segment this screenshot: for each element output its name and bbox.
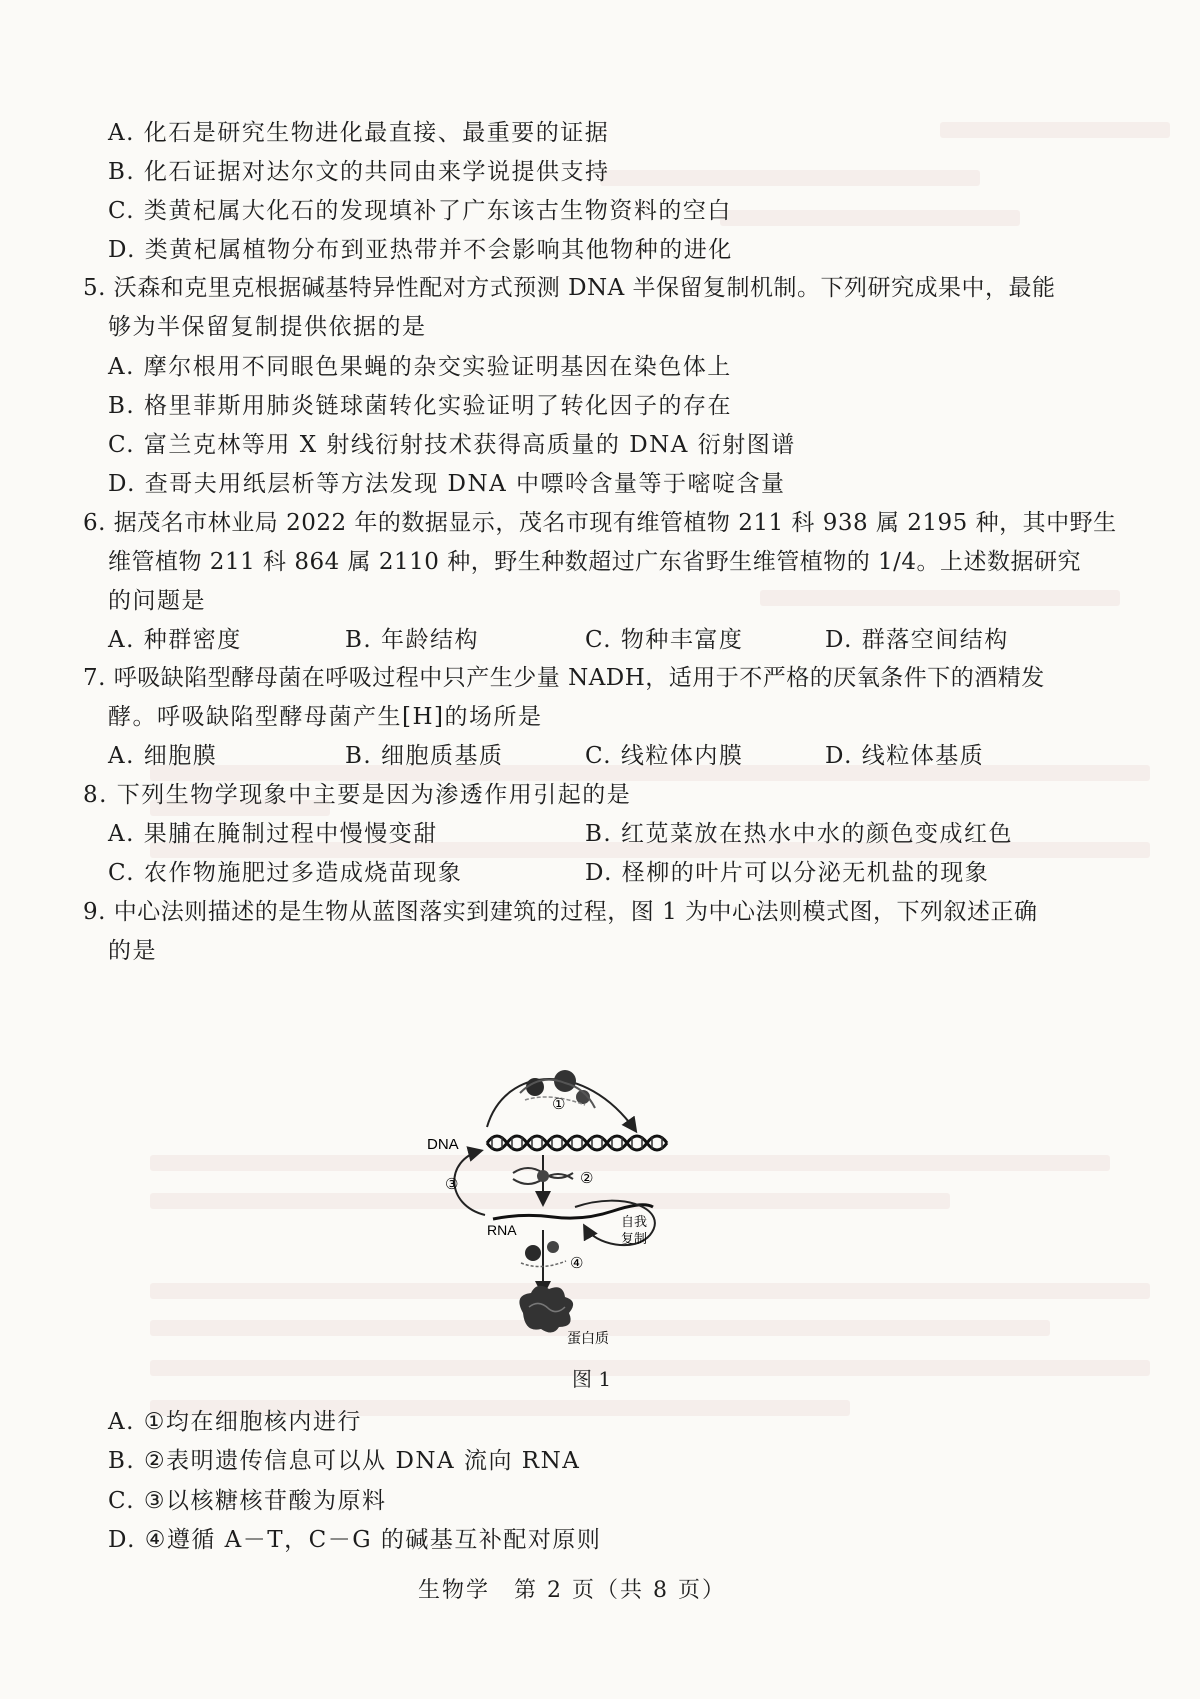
q6-stem-line2: 维管植物 211 科 864 属 2110 种，野生种数超过广东省野生维管植物的 1/4。上述数据研究 bbox=[108, 549, 1082, 575]
q4-option-c: C. 类黄杞属大化石的发现填补了广东该古生物资料的空白 bbox=[108, 198, 732, 224]
reverse-transcription-arrow bbox=[454, 1151, 485, 1215]
page-footer: 生物学 第 2 页（共 8 页） bbox=[418, 1578, 726, 1603]
q7-option-a: A. 细胞膜 bbox=[108, 743, 218, 769]
q6-stem-line3: 的问题是 bbox=[108, 588, 206, 614]
figure-caption: 图 1 bbox=[572, 1367, 612, 1391]
central-dogma-diagram bbox=[425, 1055, 725, 1355]
transcription-bubble-icon bbox=[513, 1168, 573, 1184]
q5-stem-line2: 够为半保留复制提供依据的是 bbox=[108, 314, 427, 340]
label-protein: 蛋白质 bbox=[567, 1331, 609, 1347]
q7-stem-line2: 酵。呼吸缺陷型酵母菌产生[H]的场所是 bbox=[108, 704, 543, 730]
q7-option-c: C. 线粒体内膜 bbox=[585, 743, 744, 769]
q6-stem-line1: 6. 据茂名市林业局 2022 年的数据显示，茂名市现有维管植物 211 科 938 属 2195 种，其中野生 bbox=[83, 510, 1117, 536]
q9-option-d: D. ④遵循 A－T，C－G 的碱基互补配对原则 bbox=[108, 1527, 602, 1553]
q6-option-b: B. 年龄结构 bbox=[345, 627, 480, 653]
label-transcription-number: ② bbox=[580, 1169, 594, 1187]
protein-icon bbox=[519, 1286, 573, 1333]
q8-option-d: D. 柽柳的叶片可以分泌无机盐的现象 bbox=[585, 860, 990, 886]
dna-helix-icon bbox=[487, 1136, 667, 1150]
label-translation-number: ④ bbox=[570, 1254, 584, 1272]
label-rna: RNA bbox=[487, 1222, 517, 1238]
q6-option-a: A. 种群密度 bbox=[108, 627, 242, 653]
q5-option-a: A. 摩尔根用不同眼色果蝇的杂交实验证明基因在染色体上 bbox=[108, 354, 732, 380]
q8-option-c: C. 农作物施肥过多造成烧苗现象 bbox=[108, 860, 463, 886]
q4-option-d: D. 类黄杞属植物分布到亚热带并不会影响其他物种的进化 bbox=[108, 237, 733, 263]
q5-option-b: B. 格里菲斯用肺炎链球菌转化实验证明了转化因子的存在 bbox=[108, 393, 733, 419]
q8-stem: 8. 下列生物学现象中主要是因为渗透作用引起的是 bbox=[83, 782, 632, 808]
label-self-replication-1: 自我 bbox=[621, 1215, 648, 1230]
q9-stem-line1: 9. 中心法则描述的是生物从蓝图落实到建筑的过程，图 1 为中心法则模式图，下列叙述正确 bbox=[83, 899, 1038, 925]
q9-option-b: B. ②表明遗传信息可以从 DNA 流向 RNA bbox=[108, 1448, 581, 1474]
q6-option-c: C. 物种丰富度 bbox=[585, 627, 744, 653]
q7-stem-line1: 7. 呼吸缺陷型酵母菌在呼吸过程中只产生少量 NADH，适用于不严格的厌氧条件下的酒精发 bbox=[83, 665, 1045, 691]
q7-option-b: B. 细胞质基质 bbox=[345, 743, 504, 769]
q9-stem-line2: 的是 bbox=[108, 938, 157, 964]
q9-option-a: A. ①均在细胞核内进行 bbox=[108, 1409, 362, 1435]
q8-option-a: A. 果脯在腌制过程中慢慢变甜 bbox=[108, 821, 438, 847]
q4-option-b: B. 化石证据对达尔文的共同由来学说提供支持 bbox=[108, 159, 610, 185]
q6-option-d: D. 群落空间结构 bbox=[825, 627, 1009, 653]
q5-option-d: D. 查哥夫用纸层析等方法发现 DNA 中嘌呤含量等于嘧啶含量 bbox=[108, 471, 786, 497]
label-reverse-transcription-number: ③ bbox=[445, 1175, 459, 1193]
label-self-replication-2: 复制 bbox=[621, 1232, 648, 1247]
q8-option-b: B. 红苋菜放在热水中水的颜色变成红色 bbox=[585, 821, 1014, 847]
label-replication-number: ① bbox=[552, 1095, 566, 1113]
q5-stem-line1: 5. 沃森和克里克根据碱基特异性配对方式预测 DNA 半保留复制机制。下列研究成果中，最能 bbox=[83, 275, 1056, 301]
q4-option-a: A. 化石是研究生物进化最直接、最重要的证据 bbox=[108, 120, 610, 146]
q5-option-c: C. 富兰克林等用 X 射线衍射技术获得高质量的 DNA 衍射图谱 bbox=[108, 432, 796, 458]
label-dna: DNA bbox=[427, 1136, 459, 1153]
q9-option-c: C. ③以核糖核苷酸为原料 bbox=[108, 1488, 387, 1514]
q7-option-d: D. 线粒体基质 bbox=[825, 743, 985, 769]
